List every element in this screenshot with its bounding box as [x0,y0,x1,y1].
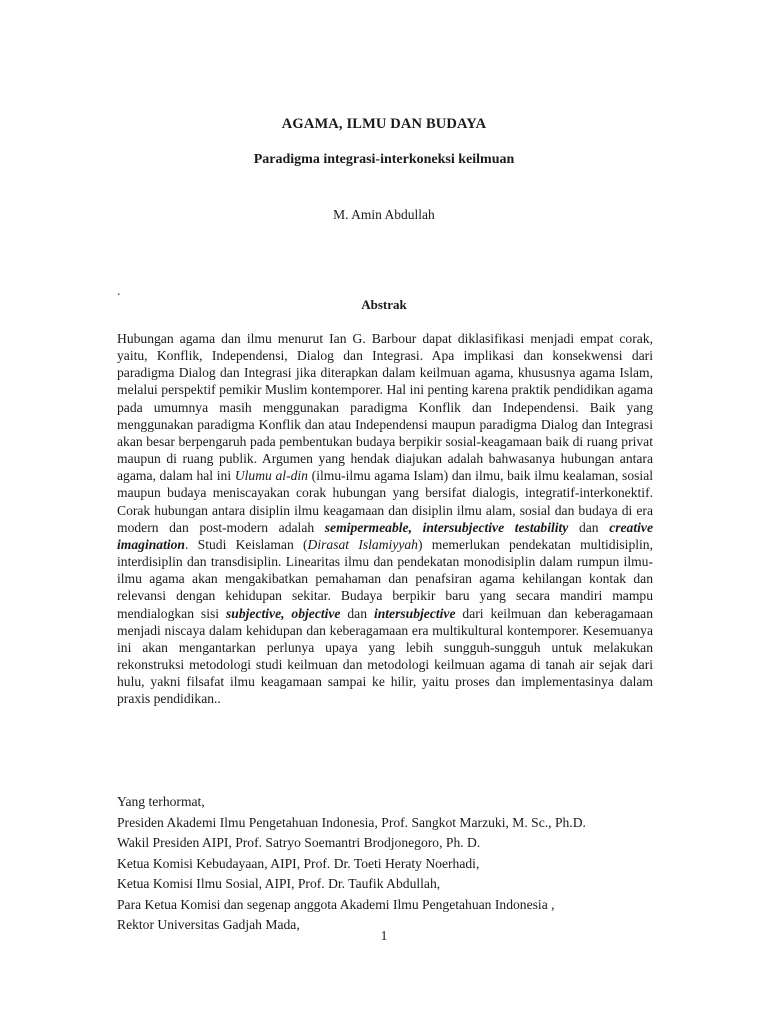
recipient-line: Rektor Universitas Gadjah Mada, [117,917,300,932]
recipient-line: Wakil Presiden AIPI, Prof. Satryo Soemantri Brodjonegoro, Ph. D. [117,835,481,850]
abstract-emphasis: Ulumu al-din [234,468,308,484]
recipient-line: Para Ketua Komisi dan segenap anggota Akademi Ilmu Pengetahuan Indonesia , [117,896,555,912]
recipient-line: Presiden Akademi Ilmu Pengetahuan Indonesia, Prof. Sangkot Marzuki, M. Sc., Ph.D. [117,814,586,830]
page-title: AGAMA, ILMU DAN BUDAYA [281,116,487,132]
recipient-line: Ketua Komisi Kebudayaan, AIPI, Prof. Dr. Toeti Heraty Noerhadi, [117,855,480,871]
page-subtitle: Paradigma integrasi-interkoneksi keilmuan [253,151,515,167]
recipient-line: Ketua Komisi Ilmu Sosial, AIPI, Prof. Dr. Taufik Abdullah, [117,876,441,891]
abstract-emphasis: intersubjective [373,605,456,621]
page-number: 1 [380,928,388,943]
abstract-emphasis: Dirasat Islamiyyah [307,536,418,552]
abstract-emphasis: creative imagination [117,519,653,552]
author-name: M. Amin Abdullah [333,207,435,222]
salutation: Yang terhormat, [117,794,205,809]
recipients-block [117,792,657,936]
abstract-heading: Abstrak [361,297,407,312]
abstract-emphasis: semipermeable, intersubjective testability [324,519,569,535]
margin-mark: . [117,283,121,298]
title-block [0,114,768,170]
abstract-body [117,330,653,707]
abstract-paragraph: Hubungan agama dan ilmu menurut Ian G. Barbour dapat diklasifikasi menjadi empat corak, yaitu, Konflik, Independensi, Dialog dan Integrasi. Apa implikasi dan konsekwensi dari paradigma Dialog dan Integrasi jika diterapkan dalam keilmuan agama, khususnya agama Islam, melalui perspektif pemikir Muslim kontemporer. Hal ini penting karena praktik pendidikan agama pada umumnya masih menggunakan paradigma Konflik dan Independensi. Baik yang menggunakan paradigma Konflik dan atau Independensi maupun paradigma Dialog dan Integrasi akan besar berpengaruh pada pembentukan budaya berpikir sosial-keagamaan baik di ruang privat maupun di ruang publik. Argumen yang hendak diajukan adalah bahwasanya hubungan antara agama, dalam hal ini Ulumu al-din (ilmu-ilmu agama Islam) dan ilmu, baik ilmu kealaman, sosial maupun budaya meniscayakan corak hubungan yang bersifat dialogis, integratif-interkonektif. Corak hubungan antara disiplin ilmu keagamaan dan disiplin ilmu alam, sosial dan budaya di era modern dan post-modern adalah semipermeable, intersubjective testability dan creative imagination. Studi Keislaman (Dirasat Islamiyyah) memerlukan pendekatan multidisiplin, interdisiplin dan transdisiplin. Linearitas ilmu dan pendekatan monodisiplin dalam rumpun ilmu-ilmu agama akan mengakibatkan pemahaman dan penafsiran agama kehilangan kontak dan relevansi dengan kehidupan sekitar. Budaya berpikir baru yang secara mandiri mampu mendialogkan sisi subjective, objective dan intersubjective dari keilmuan dan keberagamaan menjadi niscaya dalam kehidupan dan keberagamaan era multikultural kontemporer. Kesemuanya ini akan mengantarkan perlunya upaya yang lebih sungguh-sungguh untuk melakukan rekonstruksi metodologi studi keilmuan dan metodologi keilmuan agama di tanah air sejak dari hulu, yakni filsafat ilmu keagamaan sampai ke hilir, yaitu proses dan implementasinya dalam praxis pendidikan.. [117,331,654,707]
abstract-emphasis: subjective, objective [225,605,341,621]
